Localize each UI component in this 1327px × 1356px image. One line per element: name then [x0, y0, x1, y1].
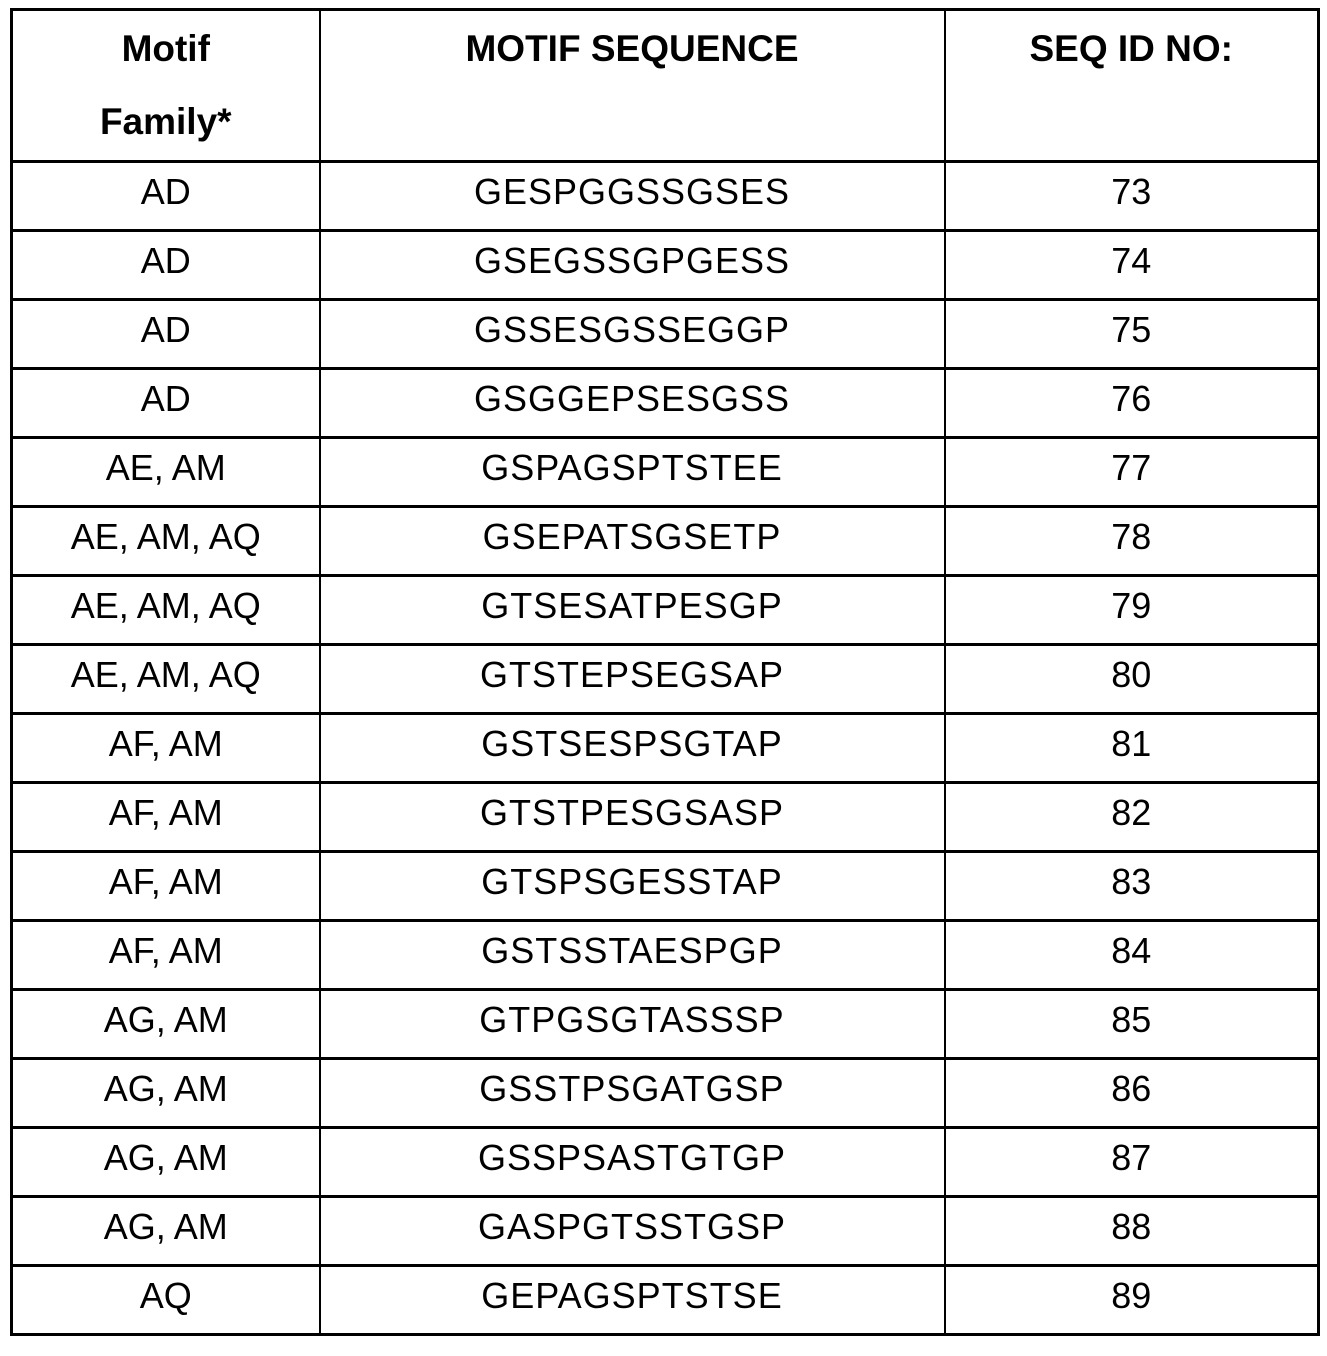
sequence-cell: GSSPSASTGTGP	[320, 1128, 945, 1197]
table-row	[12, 369, 1319, 438]
table-row	[12, 507, 1319, 576]
table-row	[12, 1266, 1319, 1335]
table-row	[12, 852, 1319, 921]
seq-id-cell: 73	[945, 162, 1319, 231]
table-row	[12, 645, 1319, 714]
seq-id-cell: 80	[945, 645, 1319, 714]
seq-id-cell: 86	[945, 1059, 1319, 1128]
seq-id-cell: 83	[945, 852, 1319, 921]
table-body	[12, 162, 1319, 1335]
sequence-cell: GTSTPESGSASP	[320, 783, 945, 852]
table-row	[12, 231, 1319, 300]
table-row	[12, 1059, 1319, 1128]
family-cell: AD	[12, 300, 320, 369]
table-row	[12, 783, 1319, 852]
seq-id-cell: 85	[945, 990, 1319, 1059]
family-cell: AE, AM, AQ	[12, 507, 320, 576]
sequence-cell: GTPGSGTASSSP	[320, 990, 945, 1059]
seq-id-cell: 77	[945, 438, 1319, 507]
header-row	[12, 10, 1319, 162]
family-cell: AG, AM	[12, 990, 320, 1059]
seq-id-cell: 82	[945, 783, 1319, 852]
sequence-cell: GTSESATPESGP	[320, 576, 945, 645]
sequence-cell: GSGGEPSESGSS	[320, 369, 945, 438]
family-cell: AG, AM	[12, 1128, 320, 1197]
sequence-cell: GSEPATSGSETP	[320, 507, 945, 576]
family-cell: AG, AM	[12, 1059, 320, 1128]
table-row	[12, 714, 1319, 783]
table-row	[12, 576, 1319, 645]
table-row	[12, 1197, 1319, 1266]
motif-family-header-line2: Family*	[99, 100, 232, 142]
table-row	[12, 300, 1319, 369]
table-row	[12, 438, 1319, 507]
sequence-cell: GSSTPSGATGSP	[320, 1059, 945, 1128]
family-cell: AD	[12, 231, 320, 300]
family-cell: AE, AM, AQ	[12, 576, 320, 645]
seq-id-cell: 76	[945, 369, 1319, 438]
sequence-cell: GTSPSGESSTAP	[320, 852, 945, 921]
family-cell: AG, AM	[12, 1197, 320, 1266]
seq-id-cell: 78	[945, 507, 1319, 576]
seq-id-cell: 74	[945, 231, 1319, 300]
seq-id-cell: 88	[945, 1197, 1319, 1266]
family-cell: AE, AM, AQ	[12, 645, 320, 714]
seq-id-cell: 79	[945, 576, 1319, 645]
column-header-motif-sequence: MOTIF SEQUENCE	[320, 10, 945, 162]
sequence-cell: GESPGGSSGSES	[320, 162, 945, 231]
motif-family-header-line1: Motif	[121, 28, 210, 69]
family-cell: AD	[12, 162, 320, 231]
table-row	[12, 162, 1319, 231]
sequence-cell: GSEGSSGPGESS	[320, 231, 945, 300]
sequence-cell: GSSESGSSEGGP	[320, 300, 945, 369]
seq-id-cell: 75	[945, 300, 1319, 369]
seq-id-cell: 84	[945, 921, 1319, 990]
table-row	[12, 1128, 1319, 1197]
sequence-cell: GASPGTSSTGSP	[320, 1197, 945, 1266]
family-cell: AQ	[12, 1266, 320, 1335]
seq-id-cell: 81	[945, 714, 1319, 783]
sequence-cell: GTSTEPSEGSAP	[320, 645, 945, 714]
family-cell: AF, AM	[12, 852, 320, 921]
seq-id-cell: 87	[945, 1128, 1319, 1197]
family-cell: AF, AM	[12, 783, 320, 852]
family-cell: AF, AM	[12, 714, 320, 783]
family-cell: AE, AM	[12, 438, 320, 507]
sequence-cell: GSTSSTAESPGP	[320, 921, 945, 990]
table-row	[12, 921, 1319, 990]
column-header-seq-id-no: SEQ ID NO:	[945, 10, 1319, 162]
sequence-cell: GEPAGSPTSTSE	[320, 1266, 945, 1335]
family-cell: AD	[12, 369, 320, 438]
sequence-cell: GSTSESPSGTAP	[320, 714, 945, 783]
table-row	[12, 990, 1319, 1059]
family-cell: AF, AM	[12, 921, 320, 990]
seq-id-cell: 89	[945, 1266, 1319, 1335]
motif-sequence-table	[10, 8, 1320, 1336]
sequence-cell: GSPAGSPTSTEE	[320, 438, 945, 507]
column-header-motif-family	[12, 10, 320, 162]
